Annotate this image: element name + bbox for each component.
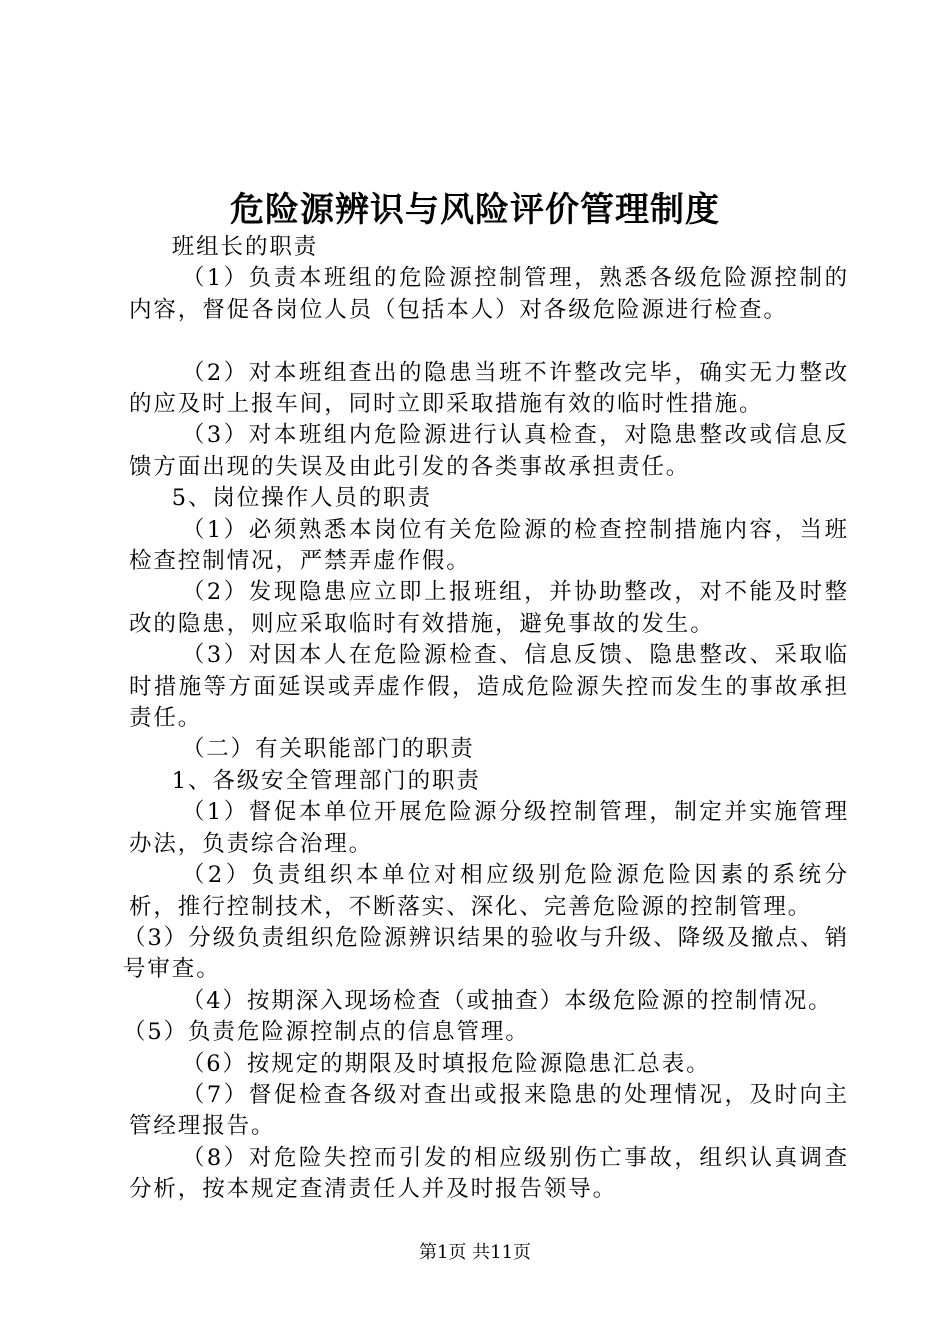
- paragraph-item: （1）督促本单位开展危险源分级控制管理，制定并实施管理办法，负责综合治理。: [129, 799, 849, 857]
- document-body: [123, 232, 849, 1206]
- paragraph-item: （2）发现隐患应立即上报班组，并协助整改，对不能及时整改的隐患，则应采取临时有效措施，避免事故的发生。: [129, 579, 849, 637]
- paragraph-item: （3）对因本人在危险源检查、信息反馈、隐患整改、采取临时措施等方面延误或弄虚作假，造成危险源失控而发生的事故承担责任。: [129, 642, 849, 732]
- paragraph-item: （2）对本班组查出的隐患当班不许整改完毕，确实无力整改的应及时上报车间，同时立即采取措施有效的临时性措施。: [129, 359, 849, 418]
- paragraph-item: （5）负责危险源控制点的信息管理。: [123, 1019, 530, 1046]
- section-heading-departments: （二）有关职能部门的职责: [181, 736, 475, 763]
- paragraph-item: （1）负责本班组的危险源控制管理，熟悉各级危险源控制的内容，督促各岗位人员（包括本人）对各级危险源进行检查。: [129, 265, 849, 323]
- section-heading-team-leader: 班组长的职责: [171, 234, 319, 260]
- paragraph-item: （2）负责组织本单位对相应级别危险源危险因素的系统分析，推行控制技术，不断落实、深化、完善危险源的控制管理。: [129, 862, 849, 920]
- paragraph-item: （3）分级负责组织危险源辨识结果的验收与升级、降级及撤点、销号审查。: [123, 924, 849, 983]
- paragraph-item: （7）督促检查各级对查出或报来隐患的处理情况，及时向主管经理报告。: [129, 1081, 849, 1140]
- section-heading-operators: 5、岗位操作人员的职责: [171, 485, 432, 512]
- paragraph-item: （6）按规定的期限及时填报危险源隐患汇总表。: [181, 1050, 711, 1077]
- page-number-footer: 第1页 共11页: [418, 1242, 532, 1263]
- document-title: 危险源辨识与风险评价管理制度: [230, 190, 720, 230]
- blank-line: [129, 326, 849, 357]
- paragraph-item: （3）对本班组内危险源进行认真检查，对隐患整改或信息反馈方面出现的失误及由此引发的各类事故承担责任。: [129, 422, 849, 480]
- paragraph-item: （8）对危险失控而引发的相应级别伤亡事故，组织认真调查分析，按本规定查清责任人并及时报告领导。: [129, 1144, 849, 1203]
- paragraph-item: （1）必须熟悉本岗位有关危险源的检查控制措施内容，当班检查控制情况，严禁弄虚作假。: [129, 516, 849, 575]
- paragraph-item: （4）按期深入现场检查（或抽查）本级危险源的控制情况。: [181, 987, 833, 1014]
- section-heading-safety-dept: 1、各级安全管理部门的职责: [171, 767, 481, 794]
